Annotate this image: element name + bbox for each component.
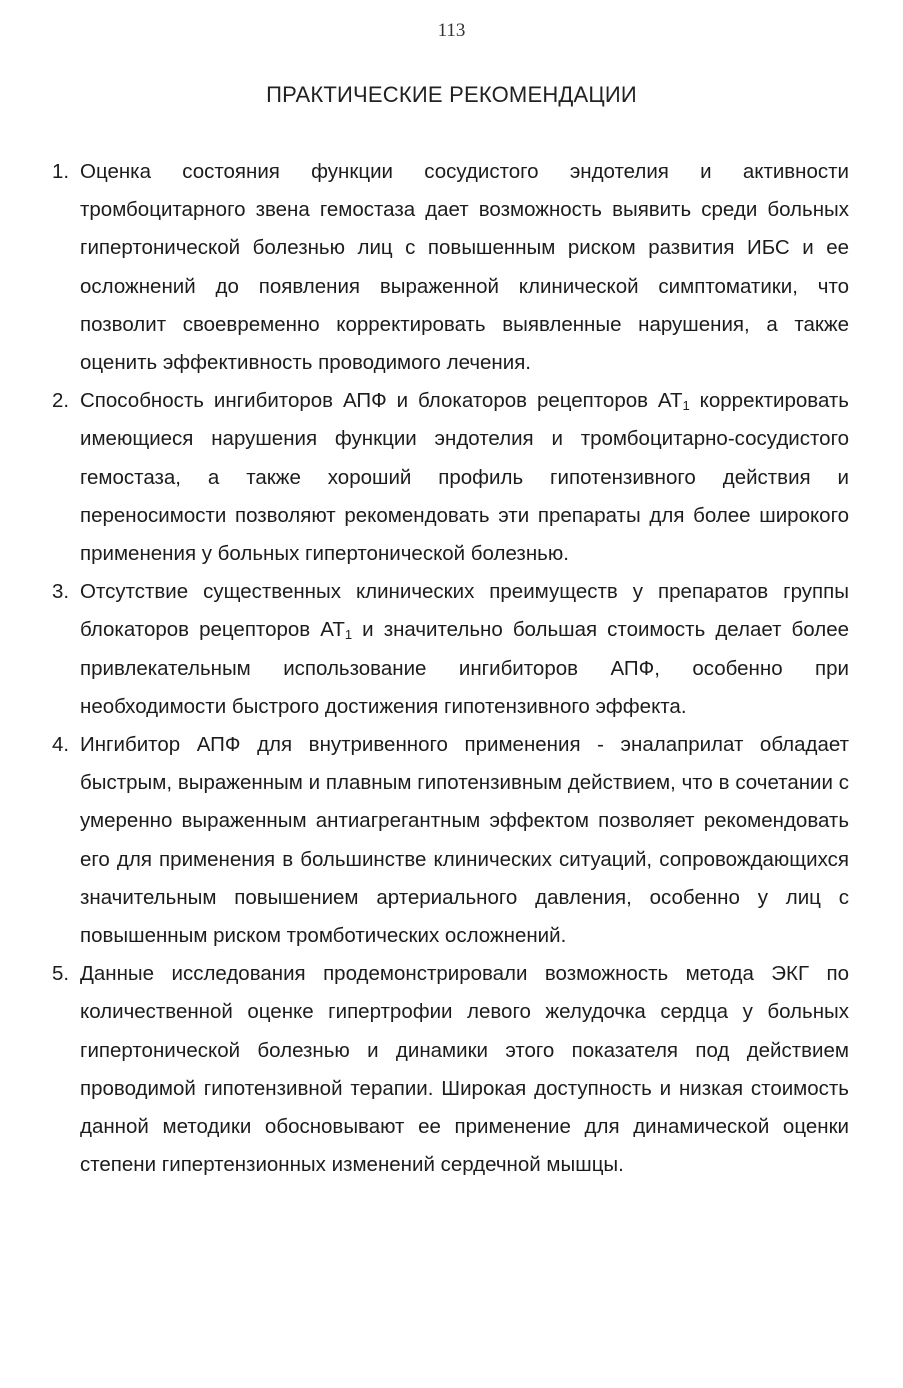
page-title: ПРАКТИЧЕСКИЕ РЕКОМЕНДАЦИИ bbox=[266, 82, 637, 107]
item-number: 1. bbox=[52, 160, 70, 183]
item-text: Оценка состояния функции сосудистого эндотелия и активности тромбоцитарного звена гемостаза дает возможность выявить среди больных гипертонической болезнью лиц с повышенным риском развития ИБС и ее осложнений до появления выраженной клинической симптоматики, что позволит своевременно корректировать выявленные нарушения, а также оценить эффективность проводимого лечения. bbox=[80, 160, 849, 375]
item-text bbox=[80, 573, 849, 726]
item-number: 2. bbox=[52, 389, 70, 413]
item-number: 3. bbox=[52, 580, 70, 604]
item-text: Данные исследования продемонстрировали возможность метода ЭКГ по количественной оценке гипертрофии левого желудочка сердца у больных гипертонической болезнью и динамики этого показателя под действием проводимой гипотензивной терапии. Широкая доступность и низкая стоимость данной методики обосновывают ее применение для динамической оценки степени гипертензионных изменений сердечной мышцы. bbox=[80, 962, 849, 1177]
list-item bbox=[52, 382, 849, 573]
list-item bbox=[52, 153, 849, 382]
item-text-part: и значительно большая стоимость делает более привлекательным использование ингибиторов АПФ, особенно при необходимости быстрого достижения гипотензивного эффекта. bbox=[80, 618, 850, 718]
item-text bbox=[80, 382, 849, 573]
item-number: 4. bbox=[52, 733, 70, 757]
item-number: 5. bbox=[52, 962, 70, 986]
subscript: 1 bbox=[344, 627, 353, 643]
item-text-part: Отсутствие существенных клинических преимуществ у препаратов группы блокаторов рецепторов АТ bbox=[80, 580, 849, 642]
list-item bbox=[52, 955, 849, 1184]
list-item bbox=[52, 726, 849, 955]
list-item bbox=[52, 573, 849, 726]
subscript: 1 bbox=[682, 398, 690, 414]
item-text: Ингибитор АПФ для внутривенного применения - эналаприлат обладает быстрым, выраженным и плавным гипотензивным действием, что в сочетании с умеренно выраженным антиагрегантным эффектом позволяет рекомендовать его для применения в большинстве клинических ситуаций, сопровождающихся значительным повышением артериального давления, особенно у лиц с повышенным риском тромботических осложнений. bbox=[80, 733, 849, 948]
item-text-part: корректировать имеющиеся нарушения функции эндотелия и тромбоцитарно-сосудистого гемостаза, а также хороший профиль гипотензивного действия и переносимости позволяют рекомендовать эти препараты для более широкого применения у больных гипертонической болезнью. bbox=[80, 389, 849, 566]
recommendations-list bbox=[52, 153, 849, 1184]
item-text-part: Способность ингибиторов АПФ и блокаторов рецепторов АТ bbox=[80, 389, 683, 413]
page-number: 113 bbox=[437, 20, 466, 41]
